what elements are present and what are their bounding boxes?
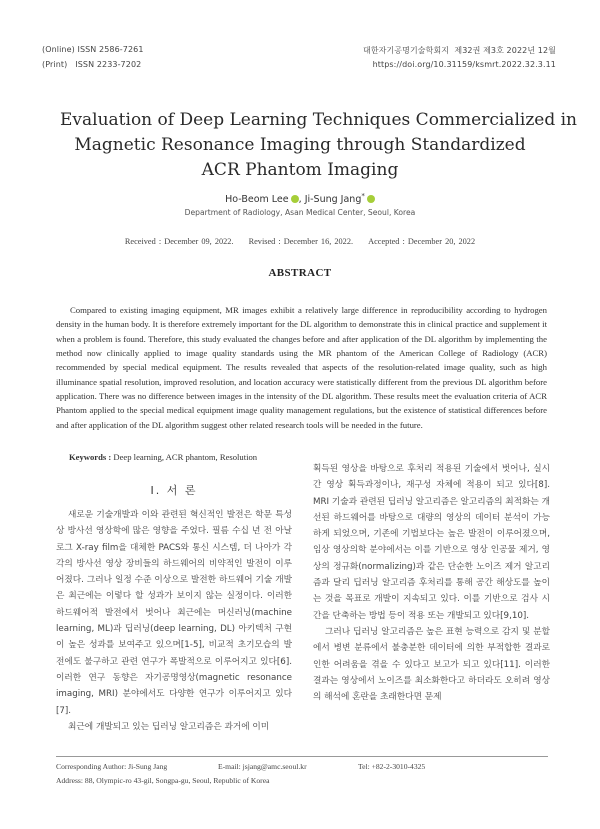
paper-title	[60, 108, 578, 183]
author-name: Ji-Sung Jang	[304, 194, 362, 206]
title-line: Evaluation of Deep Learning Techniques Commercialized in	[60, 110, 578, 130]
paragraph: 새로운 기술개발과 이와 관련된 혁신적인 발전은 학문 특성상 방사선 영상학에 많은 영향을 주었다. 필름 수십 년 전 아날로그 X-ray film을 대체한 PACS와 통신 시스템, 더 나아가 각각의 방사선 영상 장비들의 하드웨어의 비약적인 발전이 이루어졌다. 그러나 일정 수준 이상으로 발전한 하드웨어 기술 개발은 최근에는 이렇다 할 성과가 보이지 않는 실정이다. 이러한 하드웨어적 발전에서 벗어나 최근에는 머신러닝(machine learning, ML)과 딥러닝(deep learning, DL) 아키텍처 구현이 높은 성과를 보여주고 있으며[1-5], 비교적 초기모습의 발전에도 불구하고 관련 연구가 폭발적으로 이루어지고 있다[6]. 이러한 연구 동향은 자기공명영상(magnetic resonance imaging, MRI) 분야에서도 다양한 연구가 이루어지고 있다[7].	[56, 510, 292, 716]
footer-divider	[56, 756, 548, 757]
left-column	[56, 507, 292, 735]
right-column	[313, 461, 550, 705]
paragraph: 그러나 딥러닝 알고리즘은 높은 표현 능력으로 감지 및 분할에서 병변 분류에서 불충분한 데이터에 의한 부적합한 결과로 인한 어려움을 겪을 수 있다고 보고가 되고 있다[11]. 이러한 결과는 영상에서 노이즈를 최소화한다고 하더라도 오히려 영상의 해석에 혼란을 초래한다면 문제	[313, 626, 550, 703]
corresponding-mark: *	[361, 192, 365, 200]
keywords-label: Keywords :	[69, 452, 112, 462]
paragraph: 최근에 개발되고 있는 딥러닝 알고리즘은 과거에 이미	[68, 721, 270, 732]
author-tel: Tel: +82-2-3010-4325	[358, 762, 426, 771]
title-line: ACR Phantom Imaging	[201, 160, 399, 180]
doi-link[interactable]: https://doi.org/10.31159/ksmrt.2022.32.3.11	[372, 60, 556, 69]
keywords-text: Deep learning, ACR phantom, Resolution	[113, 452, 258, 462]
paragraph: 획득된 영상을 바탕으로 후처리 적용된 기술에서 벗어나, 실시간 영상 획득과정이나, 재구성 자체에 적용이 되고 있다[8]. MRI 기술과 관련된 딥러닝 알고리즘은 알고리즘의 최적화는 개선된 하드웨어를 바탕으로 대량의 영상의 데이터 분석이 가능하게 되었으며, 기존에 기법보다는 높은 발전이 이루어졌으며, 임상 영상의학 분야에서는 이를 기반으로 영상 인공물 제거, 영상의 정규화(normalizing)과 같은 단순한 노이즈 제거 알고리즘과 달리 딥러닝 알고리즘 후처리를 통해 공간 해상도를 높이는 것을 목표로 개발이 지속되고 있다. 이를 기반으로 검사 시간을 단축하는 방법 등이 적용 또는 개발되고 있다[9,10].	[313, 464, 550, 621]
orcid-icon[interactable]	[367, 195, 375, 203]
abstract-body: Compared to existing imaging equipment, MR images exhibit a relatively large difference in reproducibility according to hydrogen density in the human body. It is therefore extremely important for the DL algorithm to demonstrate this in clinical practice and supplement it when a problem is found. Therefore, this study evaluated the changes before and after application of the DL algorithm by implementing the method now clinically applied to image quality standards using the MR phantom of the American College of Radiology (ACR) recommended by special medical equipment. The results revealed that aspects of the resolution-related image quality, such as high illuminance spatial resolution, improved resolution, and location accuracy were statistically different from the previous DL algorithm before application. There was no difference between images in the intensity of the DL algorithm. These results meet the evaluation criteria of ACR Phantom applied to the special medical equipment image quality management regulations, but the existence of statistical differences before and after application of the DL algorithm suggest other related research tools will be needed in the future.	[56, 305, 547, 430]
accepted-date: Accepted : December 20, 2022	[368, 237, 476, 246]
footer-address: Address: 88, Olympic-ro 43-gil, Songpa-gu, Seoul, Republic of Korea	[56, 776, 270, 785]
print-issn: (Print) ISSN 2233-7202	[42, 60, 142, 69]
title-line: Magnetic Resonance Imaging through Standardized	[74, 135, 526, 155]
section-heading: Ⅰ. 서 론	[150, 484, 198, 497]
orcid-icon[interactable]	[291, 195, 299, 203]
keywords	[69, 452, 257, 462]
online-issn: (Online) ISSN 2586-7261	[42, 45, 144, 54]
footer-contact	[56, 762, 425, 771]
author-list	[0, 192, 600, 205]
received-date: Received : December 09, 2022.	[124, 237, 234, 246]
author-name: Ho-Beom Lee	[225, 194, 289, 206]
corresponding-author: Corresponding Author: Ji-Sung Jang	[56, 762, 168, 771]
author-email[interactable]: E-mail: jsjang@amc.seoul.kr	[218, 762, 307, 771]
revised-date: Revised : December 16, 2022.	[248, 237, 354, 246]
affiliation: Department of Radiology, Asan Medical Center, Seoul, Korea	[184, 208, 416, 217]
abstract-heading: ABSTRACT	[268, 267, 332, 279]
journal-info: 대한자기공명기술학회지 제32권 제3호 2022년 12월	[363, 46, 556, 55]
article-dates	[0, 237, 600, 246]
author-separator: ,	[298, 194, 305, 206]
